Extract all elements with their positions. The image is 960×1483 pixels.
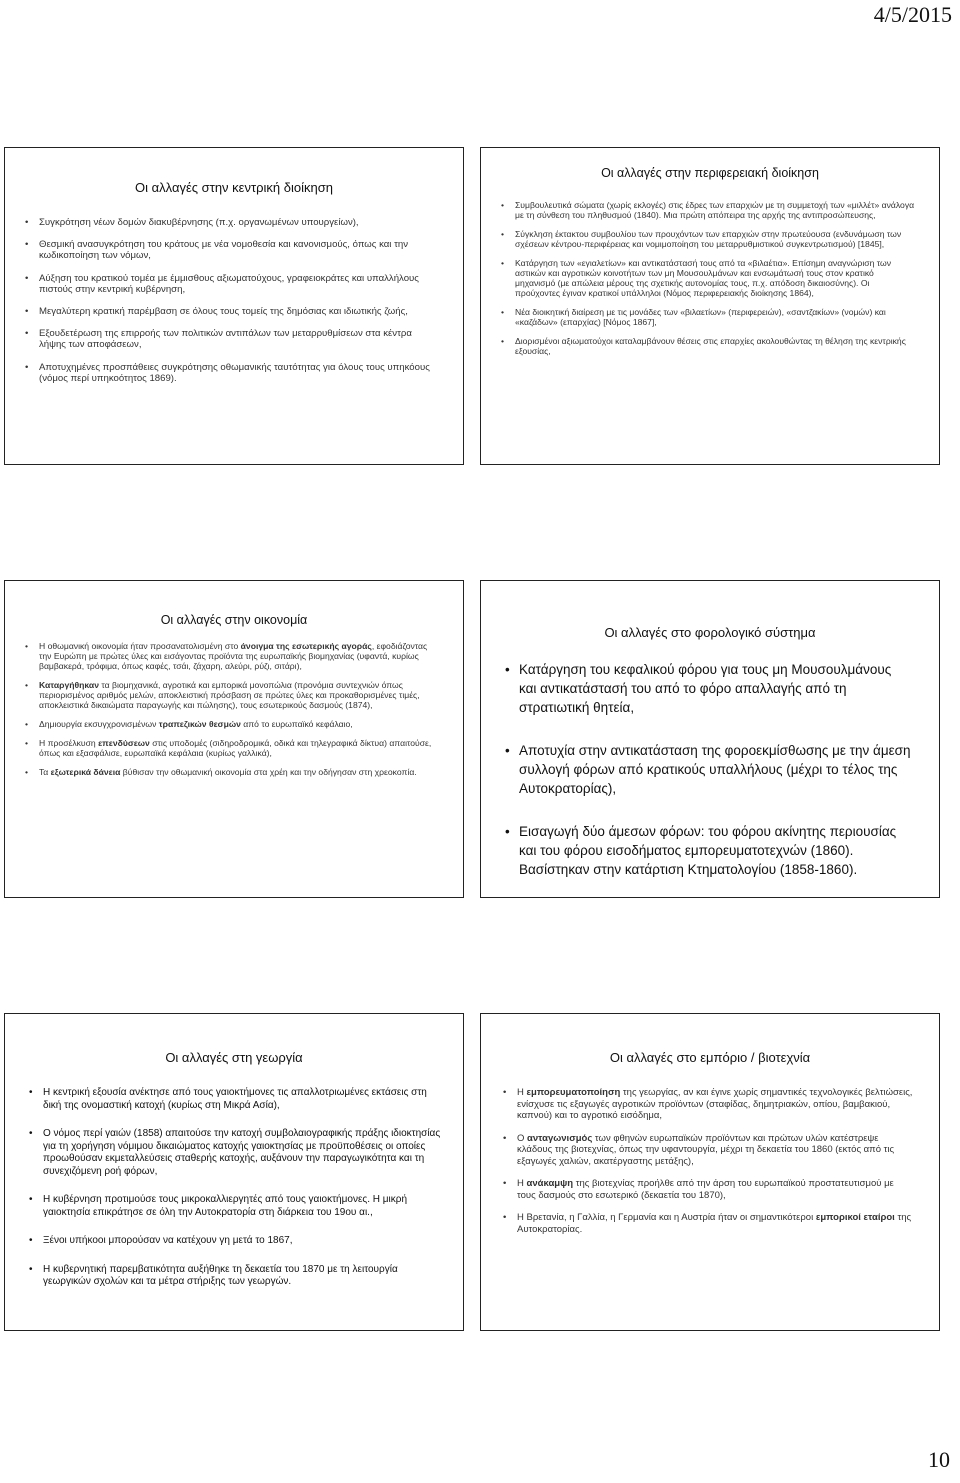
list-item: • Ο ανταγωνισμός των φθηνών ευρωπαϊκών προϊόντων και πρώτων υλών κατέστρεψε κλάδους της βιοτεχνίας, όπως την υφαντουργία, μέχρι τη δεκαετία του 1860 (εκτός από τις εξαγωγές χαλιών, ακατέργαστης μετάξης), <box>503 1133 915 1168</box>
header-date: 4/5/2015 <box>873 2 952 27</box>
list-item: • Ο νόμος περί γαιών (1858) απαιτούσε την κατοχή συμβολαιογραφικής πράξης ιδιοκτησίας για τη χορήγηση νόμιμου δικαιώματος κατοχής γαιοκτησίας με προϋποθέσεις οι οποίες προωθούσαν εκμεταλλεύσεις σταθερής κατοχής, αυξάνουν την παραγωγικότητα και τη συνεχιζόμενη ροή φόρων, <box>29 1128 441 1178</box>
slide-title: Οι αλλαγές στο φορολογικό σύστημα <box>604 625 816 640</box>
list-item: • Μεγαλύτερη κρατική παρέμβαση σε όλους τους τομείς της δημόσιας και ιδιωτικής ζωής, <box>25 306 439 317</box>
list-item: • Διορισμένοι αξιωματούχοι καταλαμβάνουν θέσεις στις επαρχίες ακολουθώντας τη θέληση της κεντρικής εξουσίας, <box>501 336 915 356</box>
list-item: • Η προσέλκυση επενδύσεων στις υποδομές (σιδηροδρομικά, οδικά και τηλεγραφικά δίκτυα) απαιτούσε, όπως και εξασφάλισε, ευρωπαϊκά κεφάλαια (κυρίως γαλλικά), <box>25 738 439 758</box>
list-item: • Κατάργηση του κεφαλικού φόρου για τους μη Μουσουλμάνους και αντικατάστασή του από το φόρο απαλλαγής από τη στρατιωτική θητεία, <box>505 660 911 717</box>
list-item: • Αποτυχία στην αντικατάσταση της φοροεκμίσθωσης με την άμεση συλλογή φόρων από κρατικούς υπαλλήλους (μέχρι το τέλος της Αυτοκρατορίας), <box>505 741 911 798</box>
list-item: • Ξένοι υπήκοοι μπορούσαν να κατέχουν γη μετά το 1867, <box>29 1235 441 1248</box>
slide-trade-crafts <box>480 1013 940 1331</box>
bullet-list <box>25 217 439 384</box>
list-item: • Νέα διοικητική διαίρεση με τις μονάδες των «βιλαετίων» (περιφερειών), «σαντζακίων» (νομών) και «καζάδων» (επαρχίας) [Νόμος 1867], <box>501 307 915 327</box>
list-item: • Εξουδετέρωση της επιρροής των πολιτικών αντιπάλων των μεταρρυθμίσεων στα κέντρα λήψης των αποφάσεων, <box>25 328 439 350</box>
slide-title: Οι αλλαγές στην οικονομία <box>160 613 308 627</box>
list-item: • Εισαγωγή δύο άμεσων φόρων: του φόρου ακίνητης περιουσίας και του φόρου εισοδήματος εμπορευματοτεχνών (1860). Βασίστηκαν στην κατάρτιση Κτηματολογίου (1858-1860). <box>505 822 911 879</box>
list-item: • Η Βρετανία, η Γαλλία, η Γερμανία και η Αυστρία ήταν οι σημαντικότεροι εμπορικοί εταίροι της Αυτοκρατορίας. <box>503 1212 915 1235</box>
list-item: • Θεσμική ανασυγκρότηση του κράτους με νέα νομοθεσία και κανονισμούς, όπως και την κωδικοποίηση των νόμων, <box>25 239 439 261</box>
list-item: • Συμβουλευτικά σώματα (χωρίς εκλογές) στις έδρες των επαρχιών με τη συμμετοχή των «μιλλέτ» ανάλογα με τη σύνθεση του πληθυσμού (1840). Μια πρώτη απόπειρα της αρχής της αντιπροσώπευσης, <box>501 200 915 220</box>
list-item: • Δημιουργία εκσυγχρονισμένων τραπεζικών θεσμών από το ευρωπαϊκό κεφάλαιο, <box>25 719 439 729</box>
slide-central-administration <box>4 147 464 465</box>
slide-economy <box>4 580 464 898</box>
slide-title: Οι αλλαγές στη γεωργία <box>165 1050 303 1065</box>
slide-title: Οι αλλαγές στο εμπόριο / βιοτεχνία <box>609 1050 811 1065</box>
list-item: • Αύξηση του κρατικού τομέα με έμμισθους αξιωματούχους, γραφειοκράτες και υπαλλήλους πιστούς στην κεντρική κυβέρνηση, <box>25 273 439 295</box>
list-item: • Η κυβερνητική παρεμβατικότητα αυξήθηκε τη δεκαετία του 1870 με τη λειτουργία γεωργικών σχολών και τα μέτρα στήριξης των γεωργών. <box>29 1264 441 1289</box>
slide-tax-system <box>480 580 940 898</box>
list-item: • Η οθωμανική οικονομία ήταν προσανατολισμένη στο άνοιγμα της εσωτερικής αγοράς, εφοδιάζοντας την Ευρώπη με πρώτες ύλες και εισάγοντας προϊόντα της ευρωπαϊκής βιομηχανίας (υφαντά, κυρίως βαμβακερά, τρόφιμα, όπως καφές, τσάι, ζάχαρη, αλεύρι, ρύζι, σιτάρι), <box>25 641 439 671</box>
list-item: • Η εμπορευματοποίηση της γεωργίας, αν και έγινε χωρίς σημαντικές τεχνολογικές βελτιώσεις, ενίσχυσε τις εξαγωγές αγροτικών προϊόντων (σταφίδας, δημητριακών, οπίου, βαμβακιού, καπνού) και το αγροτικό εισόδημα, <box>503 1087 915 1122</box>
list-item: • Η ανάκαμψη της βιοτεχνίας προήλθε από την άρση του ευρωπαϊκού προστατευτισμού με τους δασμούς στο εσωτερικό (δεκαετία του 1870), <box>503 1178 915 1201</box>
bullet-list <box>25 641 439 777</box>
page-number: 10 <box>928 1447 950 1472</box>
bullet-list <box>503 1087 915 1235</box>
bullet-list <box>29 1087 441 1289</box>
bullet-list <box>501 200 915 356</box>
list-item: • Αποτυχημένες προσπάθειες συγκρότησης οθωμανικής ταυτότητας για όλους τους υπηκόους (νόμος περί υπηκοότητος 1869). <box>25 362 439 384</box>
list-item: • Η κυβέρνηση προτιμούσε τους μικροκαλλιεργητές από τους γαιοκτήμονες. Η μικρή γαιοκτησία επικράτησε σε όλη την Αυτοκρατορία στη διάρκεια του 19ου αι., <box>29 1194 441 1219</box>
bullet-list <box>505 660 911 879</box>
list-item: • Σύγκληση έκτακτου συμβουλίου των προυχόντων των επαρχιών στην πρωτεύουσα (ενδυνάμωση των σχέσεων κέντρου-περιφέρειας και νομιμοποίηση του μεταρρυθμιστικού συγκεντρωτισμού) [1845], <box>501 229 915 249</box>
list-item: • Κατάργηση των «εγιαλετίων» και αντικατάστασή τους από τα «βιλαέτια». Επίσημη αναγνώριση των αστικών και αγροτικών κοινοτήτων των μη Μουσουλμάνων και ενσωμάτωσή τους στον κρατικό μηχανισμό (με απώλεια μέρους της σχετικής αυτονομίας τους, π.χ. απόδοση δικαιοσύνης). Οι προύχοντες έγιναν κρατικοί υπάλληλοι (Νόμος περιφερειακής διοίκησης 1864), <box>501 258 915 298</box>
list-item: • Συγκρότηση νέων δομών διακυβέρνησης (π.χ. οργανωμένων υπουργείων), <box>25 217 439 228</box>
slide-regional-administration <box>480 147 940 465</box>
list-item: • Καταργήθηκαν τα βιομηχανικά, αγροτικά και εμπορικά μονοπώλια (προνόμια συντεχνιών όπως περιορισμένος αριθμός μελών, αποκλειστική πρόσβαση σε πρώτες ύλες και προκαθορισμένες τιμές, αποκλειστικά δικαιώματα παραγωγής και πώλησης), τους εσωτερικούς δασμούς (1874), <box>25 680 439 710</box>
slide-title: Οι αλλαγές στην κεντρική διοίκηση <box>135 180 333 195</box>
list-item: • Η κεντρική εξουσία ανέκτησε από τους γαιοκτήμονες τις απαλλοτριωμένες εκτάσεις στη δική της ονομαστική κατοχή (κυρίως στη Μικρά Ασία), <box>29 1087 441 1112</box>
slide-title: Οι αλλαγές στην περιφερειακή διοίκηση <box>601 166 819 180</box>
slide-agriculture <box>4 1013 464 1331</box>
list-item: • Τα εξωτερικά δάνεια βύθισαν την οθωμανική οικονομία στα χρέη και την οδήγησαν στη χρεοκοπία. <box>25 767 439 777</box>
